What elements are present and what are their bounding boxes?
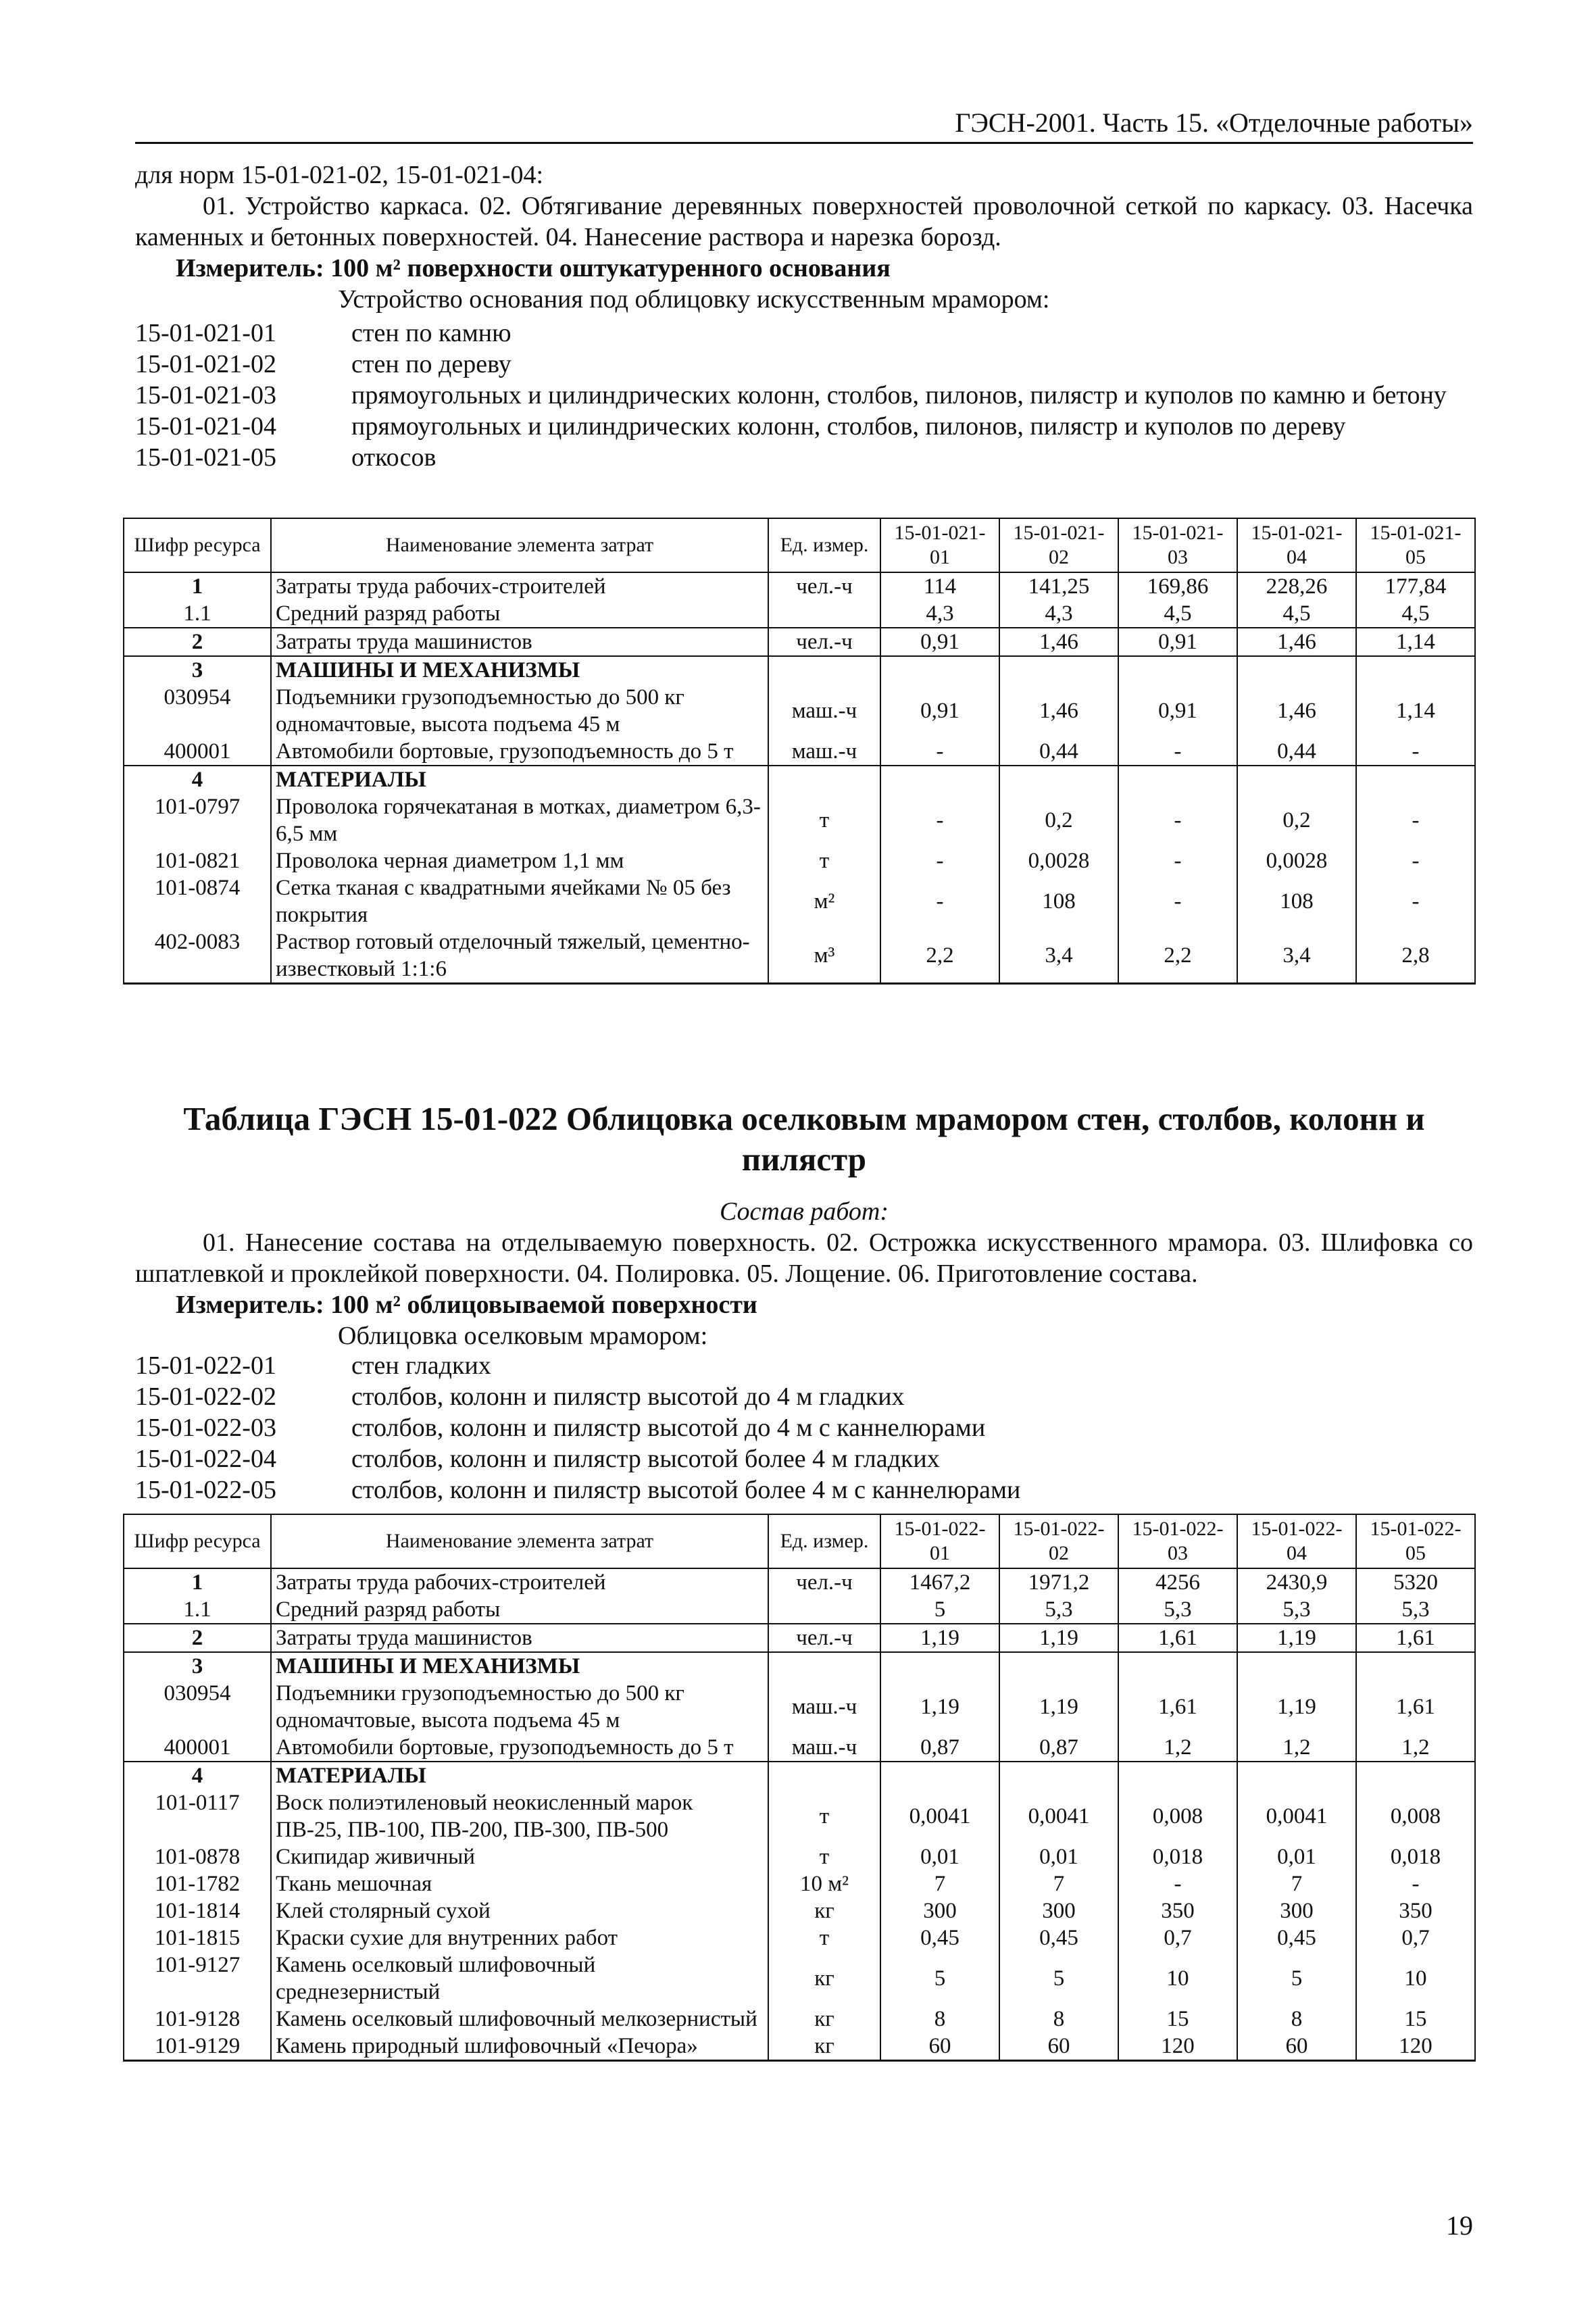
- value-cell: 120: [1356, 2033, 1475, 2061]
- value-cell: -: [1356, 874, 1475, 928]
- value-cell: [1356, 1652, 1475, 1680]
- table-row: [124, 1951, 1475, 2006]
- value-cell: 4,3: [880, 600, 999, 628]
- value-cell: 300: [1237, 1897, 1356, 1924]
- value-cell: 8: [880, 2006, 999, 2033]
- table-row: [124, 1843, 1475, 1870]
- resource-code: 101-0821: [124, 847, 271, 874]
- header-norm-column: 15-01-022-04: [1237, 1514, 1356, 1568]
- value-cell: 1,46: [1237, 684, 1356, 738]
- unit-cell: кг: [768, 1951, 880, 2006]
- header-norm-column: 15-01-021-02: [999, 518, 1118, 572]
- value-cell: 4,5: [1118, 600, 1237, 628]
- value-cell: 5,3: [1118, 1596, 1237, 1624]
- resource-code: 101-9129: [124, 2033, 271, 2061]
- value-cell: 0,008: [1356, 1789, 1475, 1843]
- norm-code: 15-01-021-03: [135, 381, 276, 409]
- value-cell: 3,4: [999, 928, 1118, 984]
- value-cell: -: [1118, 847, 1237, 874]
- value-cell: [999, 766, 1118, 793]
- resource-code: 101-9128: [124, 2006, 271, 2033]
- cost-element-name: Средний разряд работы: [271, 600, 768, 628]
- value-cell: 350: [1118, 1897, 1237, 1924]
- value-cell: 177,84: [1356, 572, 1475, 600]
- unit-cell: кг: [768, 2006, 880, 2033]
- table-row: [124, 1680, 1475, 1734]
- value-cell: [880, 766, 999, 793]
- value-cell: [1356, 766, 1475, 793]
- cost-element-name: Затраты труда машинистов: [271, 628, 768, 656]
- value-cell: 1,14: [1356, 684, 1475, 738]
- header-norm-column: 15-01-021-03: [1118, 518, 1237, 572]
- table-row: [124, 1762, 1475, 1789]
- value-cell: 5,3: [1237, 1596, 1356, 1624]
- table-row: [124, 1870, 1475, 1897]
- value-cell: 5: [880, 1596, 999, 1624]
- unit-cell: маш.-ч: [768, 684, 880, 738]
- unit-cell: [768, 1596, 880, 1624]
- table-row: [124, 928, 1475, 984]
- value-cell: 3,4: [1237, 928, 1356, 984]
- value-cell: 0,01: [1237, 1843, 1356, 1870]
- resource-table-1: [123, 518, 1476, 985]
- table-row: [124, 1789, 1475, 1843]
- value-cell: 0,0041: [1237, 1789, 1356, 1843]
- cost-element-name: Сетка тканая с квадратными ячейками № 05 без покрытия: [271, 874, 768, 928]
- value-cell: 1,61: [1118, 1624, 1237, 1652]
- value-cell: [1118, 766, 1237, 793]
- table-row: [124, 1624, 1475, 1652]
- value-cell: 108: [999, 874, 1118, 928]
- value-cell: 1,61: [1118, 1680, 1237, 1734]
- intro-norms-line: для норм 15-01-021-02, 15-01-021-04:: [135, 161, 544, 189]
- header-cost-element: Наименование элемента затрат: [271, 1514, 768, 1568]
- value-cell: 228,26: [1237, 572, 1356, 600]
- value-cell: 300: [880, 1897, 999, 1924]
- unit-cell: т: [768, 1843, 880, 1870]
- value-cell: [1118, 1762, 1237, 1789]
- cost-element-name: Средний разряд работы: [271, 1596, 768, 1624]
- norm-code-row: [135, 380, 1473, 411]
- norm-description: прямоугольных и цилиндрических колонн, столбов, пилонов, пилястр и куполов по дереву: [351, 412, 1346, 441]
- header-norm-column: 15-01-022-05: [1356, 1514, 1475, 1568]
- cost-element-name: Воск полиэтиленовый неокисленный марок ПВ-25, ПВ-100, ПВ-200, ПВ-300, ПВ-500: [271, 1789, 768, 1843]
- resource-code: 3: [124, 1652, 271, 1680]
- header-norm-column: 15-01-021-05: [1356, 518, 1475, 572]
- running-header: ГЭСН-2001. Часть 15. «Отделочные работы»: [135, 107, 1473, 144]
- value-cell: 1,19: [1237, 1680, 1356, 1734]
- value-cell: 0,01: [999, 1843, 1118, 1870]
- value-cell: 0,0028: [999, 847, 1118, 874]
- value-cell: 7: [880, 1870, 999, 1897]
- header-norm-column: 15-01-022-01: [880, 1514, 999, 1568]
- cost-element-name: Затраты труда машинистов: [271, 1624, 768, 1652]
- header-resource-code: Шифр ресурса: [124, 518, 271, 572]
- unit-cell: маш.-ч: [768, 1680, 880, 1734]
- cost-element-name: Камень оселковый шлифовочный мелкозернистый: [271, 2006, 768, 2033]
- value-cell: [880, 1762, 999, 1789]
- norm-description: стен по камню: [351, 319, 512, 347]
- norm-description: стен гладких: [351, 1351, 491, 1380]
- value-cell: 0,018: [1356, 1843, 1475, 1870]
- table-row: [124, 766, 1475, 793]
- resource-code: 030954: [124, 684, 271, 738]
- value-cell: 0,87: [999, 1734, 1118, 1762]
- value-cell: -: [880, 847, 999, 874]
- value-cell: 1,19: [880, 1624, 999, 1652]
- value-cell: 5,3: [1356, 1596, 1475, 1624]
- table-row: [124, 684, 1475, 738]
- table-row: [124, 847, 1475, 874]
- value-cell: 0,0028: [1237, 847, 1356, 874]
- value-cell: 4,3: [999, 600, 1118, 628]
- value-cell: 5: [1237, 1951, 1356, 2006]
- intro-operations: 01. Устройство каркаса. 02. Обтягивание деревянных поверхностей проволочной сеткой по каркасу. 03. Насечка каменных и бетонных поверхностей. 04. Нанесение раствора и нарезка борозд.: [135, 192, 1473, 251]
- value-cell: -: [1356, 1870, 1475, 1897]
- value-cell: 0,008: [1118, 1789, 1237, 1843]
- cost-element-name: Клей столярный сухой: [271, 1897, 768, 1924]
- value-cell: [1356, 656, 1475, 684]
- value-cell: -: [880, 738, 999, 766]
- table-row: [124, 1924, 1475, 1951]
- unit-cell: чел.-ч: [768, 628, 880, 656]
- value-cell: 0,2: [1237, 793, 1356, 847]
- value-cell: 1,2: [1237, 1734, 1356, 1762]
- norm-code: 15-01-022-01: [135, 1351, 276, 1380]
- value-cell: 1,2: [1356, 1734, 1475, 1762]
- value-cell: 7: [1237, 1870, 1356, 1897]
- value-cell: 169,86: [1118, 572, 1237, 600]
- value-cell: -: [880, 874, 999, 928]
- resource-code: 101-0797: [124, 793, 271, 847]
- table-row: [124, 793, 1475, 847]
- value-cell: 0,2: [999, 793, 1118, 847]
- value-cell: 1,2: [1118, 1734, 1237, 1762]
- value-cell: 10: [1356, 1951, 1475, 2006]
- norm-code: 15-01-021-02: [135, 350, 276, 378]
- resource-code: 1: [124, 572, 271, 600]
- cost-element-name: Подъемники грузоподъемностью до 500 кг одномачтовые, высота подъема 45 м: [271, 684, 768, 738]
- norm-code-row: [135, 1381, 1473, 1412]
- cost-element-name: Краски сухие для внутренних работ: [271, 1924, 768, 1951]
- group-2-title: Облицовка оселковым мрамором:: [338, 1322, 708, 1350]
- header-norm-column: 15-01-022-03: [1118, 1514, 1237, 1568]
- value-cell: -: [1356, 847, 1475, 874]
- norm-code-row: [135, 1350, 1473, 1381]
- norm-description: стен по дереву: [351, 350, 512, 378]
- table-row: [124, 874, 1475, 928]
- unit-cell: [768, 600, 880, 628]
- resource-code: 4: [124, 1762, 271, 1789]
- value-cell: 2,8: [1356, 928, 1475, 984]
- value-cell: 0,44: [999, 738, 1118, 766]
- value-cell: 1,19: [999, 1624, 1118, 1652]
- table-row: [124, 738, 1475, 766]
- value-cell: [1356, 1762, 1475, 1789]
- value-cell: 60: [880, 2033, 999, 2061]
- value-cell: [999, 1762, 1118, 1789]
- value-cell: [880, 656, 999, 684]
- value-cell: 2,2: [880, 928, 999, 984]
- table-row: [124, 1568, 1475, 1596]
- composition-label: Состав работ:: [719, 1197, 889, 1226]
- resource-code: 402-0083: [124, 928, 271, 984]
- meter-2: Измеритель: 100 м² облицовываемой поверхности: [176, 1291, 757, 1319]
- value-cell: 2430,9: [1237, 1568, 1356, 1596]
- cost-element-name: Проволока горячекатаная в мотках, диаметром 6,3-6,5 мм: [271, 793, 768, 847]
- value-cell: 8: [1237, 2006, 1356, 2033]
- resource-code: 101-1782: [124, 1870, 271, 1897]
- unit-cell: чел.-ч: [768, 1568, 880, 1596]
- resource-code: 101-0878: [124, 1843, 271, 1870]
- value-cell: [1118, 656, 1237, 684]
- resource-code: 030954: [124, 1680, 271, 1734]
- resource-code: 101-1814: [124, 1897, 271, 1924]
- value-cell: [1237, 766, 1356, 793]
- resource-code: 101-9127: [124, 1951, 271, 2006]
- unit-cell: 10 м²: [768, 1870, 880, 1897]
- norm-code: 15-01-022-02: [135, 1383, 276, 1411]
- value-cell: [999, 656, 1118, 684]
- value-cell: 0,45: [880, 1924, 999, 1951]
- resource-code: 2: [124, 628, 271, 656]
- value-cell: 0,91: [880, 628, 999, 656]
- value-cell: 15: [1356, 2006, 1475, 2033]
- resource-code: 101-0874: [124, 874, 271, 928]
- cost-element-name: Раствор готовый отделочный тяжелый, цементно-известковый 1:1:6: [271, 928, 768, 984]
- value-cell: 141,25: [999, 572, 1118, 600]
- value-cell: 0,0041: [880, 1789, 999, 1843]
- unit-cell: т: [768, 793, 880, 847]
- cost-element-name: Камень оселковый шлифовочный среднезернистый: [271, 1951, 768, 2006]
- page-number: 19: [1446, 2210, 1473, 2241]
- value-cell: 0,018: [1118, 1843, 1237, 1870]
- norm-description: столбов, колонн и пилястр высотой более 4 м гладких: [351, 1445, 940, 1473]
- value-cell: 0,45: [1237, 1924, 1356, 1951]
- unit-cell: [768, 1762, 880, 1789]
- meter-1: Измеритель: 100 м² поверхности оштукатуренного основания: [176, 254, 891, 282]
- cost-element-name: Подъемники грузоподъемностью до 500 кг одномачтовые, высота подъема 45 м: [271, 1680, 768, 1734]
- norm-description: столбов, колонн и пилястр высотой более 4 м с каннелюрами: [351, 1476, 1021, 1504]
- value-cell: -: [1118, 738, 1237, 766]
- unit-cell: кг: [768, 1897, 880, 1924]
- resource-code: 4: [124, 766, 271, 793]
- value-cell: [1237, 1652, 1356, 1680]
- resource-code: 400001: [124, 738, 271, 766]
- unit-cell: т: [768, 847, 880, 874]
- norm-code-row: [135, 411, 1473, 442]
- unit-cell: т: [768, 1924, 880, 1951]
- header-unit: Ед. измер.: [768, 518, 880, 572]
- norm-code-row: [135, 442, 1473, 473]
- value-cell: 10: [1118, 1951, 1237, 2006]
- value-cell: 0,91: [1118, 628, 1237, 656]
- resource-code: 400001: [124, 1734, 271, 1762]
- value-cell: 5320: [1356, 1568, 1475, 1596]
- resource-code: 101-1815: [124, 1924, 271, 1951]
- norm-code-row: [135, 1443, 1473, 1474]
- cost-element-name: МАШИНЫ И МЕХАНИЗМЫ: [271, 656, 768, 684]
- norm-description: прямоугольных и цилиндрических колонн, столбов, пилонов, пилястр и куполов по камню и бетону: [351, 381, 1447, 409]
- value-cell: [1118, 1652, 1237, 1680]
- value-cell: 4,5: [1356, 600, 1475, 628]
- value-cell: 60: [999, 2033, 1118, 2061]
- norm-code-row: [135, 349, 1473, 380]
- header-norm-column: 15-01-021-04: [1237, 518, 1356, 572]
- table-row: [124, 572, 1475, 600]
- norm-codes-2: [135, 1350, 1473, 1505]
- value-cell: 0,45: [999, 1924, 1118, 1951]
- value-cell: 0,91: [880, 684, 999, 738]
- value-cell: 1,14: [1356, 628, 1475, 656]
- value-cell: -: [1118, 793, 1237, 847]
- norm-description: откосов: [351, 443, 437, 472]
- resource-code: 1: [124, 1568, 271, 1596]
- value-cell: 0,01: [880, 1843, 999, 1870]
- resource-code: 2: [124, 1624, 271, 1652]
- value-cell: [880, 1652, 999, 1680]
- cost-element-name: Автомобили бортовые, грузоподъемность до 5 т: [271, 738, 768, 766]
- value-cell: 120: [1118, 2033, 1237, 2061]
- value-cell: [999, 1652, 1118, 1680]
- unit-cell: [768, 766, 880, 793]
- intro-block: [135, 159, 1473, 315]
- value-cell: 4,5: [1237, 600, 1356, 628]
- value-cell: -: [1356, 793, 1475, 847]
- norm-code: 15-01-021-05: [135, 443, 276, 472]
- value-cell: 1,19: [1237, 1624, 1356, 1652]
- value-cell: 0,7: [1118, 1924, 1237, 1951]
- unit-cell: [768, 656, 880, 684]
- value-cell: 108: [1237, 874, 1356, 928]
- header-resource-code: Шифр ресурса: [124, 1514, 271, 1568]
- value-cell: 114: [880, 572, 999, 600]
- unit-cell: [768, 1652, 880, 1680]
- value-cell: 5: [880, 1951, 999, 2006]
- value-cell: 0,91: [1118, 684, 1237, 738]
- value-cell: -: [1118, 1870, 1237, 1897]
- table-row: [124, 1596, 1475, 1624]
- norm-code: 15-01-021-04: [135, 412, 276, 441]
- value-cell: 1,46: [999, 628, 1118, 656]
- value-cell: 300: [999, 1897, 1118, 1924]
- unit-cell: м³: [768, 928, 880, 984]
- composition-block: [135, 1196, 1473, 1351]
- table-2-title: Таблица ГЭСН 15-01-022 Облицовка оселковым мрамором стен, столбов, колонн и пилястр: [183, 1100, 1425, 1178]
- header-unit: Ед. измер.: [768, 1514, 880, 1568]
- cost-element-name: Камень природный шлифовочный «Печора»: [271, 2033, 768, 2061]
- value-cell: 350: [1356, 1897, 1475, 1924]
- header-cost-element: Наименование элемента затрат: [271, 518, 768, 572]
- value-cell: 0,44: [1237, 738, 1356, 766]
- group-1-title: Устройство основания под облицовку искусственным мрамором:: [338, 285, 1050, 314]
- value-cell: 5,3: [999, 1596, 1118, 1624]
- norm-description: столбов, колонн и пилястр высотой до 4 м гладких: [351, 1383, 905, 1411]
- value-cell: 1,19: [880, 1680, 999, 1734]
- value-cell: -: [880, 793, 999, 847]
- table-row: [124, 628, 1475, 656]
- value-cell: 1467,2: [880, 1568, 999, 1596]
- norm-code: 15-01-022-03: [135, 1414, 276, 1442]
- value-cell: 2,2: [1118, 928, 1237, 984]
- value-cell: [1237, 1762, 1356, 1789]
- table-row: [124, 2006, 1475, 2033]
- resource-code: 101-0117: [124, 1789, 271, 1843]
- norm-code-row: [135, 1474, 1473, 1505]
- resource-code: 3: [124, 656, 271, 684]
- unit-cell: чел.-ч: [768, 572, 880, 600]
- cost-element-name: Затраты труда рабочих-строителей: [271, 1568, 768, 1596]
- value-cell: 1,46: [999, 684, 1118, 738]
- cost-element-name: Проволока черная диаметром 1,1 мм: [271, 847, 768, 874]
- value-cell: 5: [999, 1951, 1118, 2006]
- cost-element-name: Скипидар живичный: [271, 1843, 768, 1870]
- cost-element-name: Затраты труда рабочих-строителей: [271, 572, 768, 600]
- norm-description: столбов, колонн и пилястр высотой до 4 м с каннелюрами: [351, 1414, 986, 1442]
- norm-code-row: [135, 318, 1473, 349]
- unit-cell: маш.-ч: [768, 1734, 880, 1762]
- norm-code: 15-01-022-04: [135, 1445, 276, 1473]
- value-cell: [1237, 656, 1356, 684]
- value-cell: 1,19: [999, 1680, 1118, 1734]
- resource-code: 1.1: [124, 1596, 271, 1624]
- unit-cell: чел.-ч: [768, 1624, 880, 1652]
- cost-element-name: Автомобили бортовые, грузоподъемность до 5 т: [271, 1734, 768, 1762]
- table-row: [124, 600, 1475, 628]
- cost-element-name: МАТЕРИАЛЫ: [271, 1762, 768, 1789]
- value-cell: 1971,2: [999, 1568, 1118, 1596]
- value-cell: 1,61: [1356, 1624, 1475, 1652]
- value-cell: 4256: [1118, 1568, 1237, 1596]
- norm-code-row: [135, 1412, 1473, 1443]
- table-row: [124, 656, 1475, 684]
- header-norm-column: 15-01-022-02: [999, 1514, 1118, 1568]
- value-cell: 0,7: [1356, 1924, 1475, 1951]
- resource-code: 1.1: [124, 600, 271, 628]
- value-cell: 7: [999, 1870, 1118, 1897]
- table-row: [124, 1734, 1475, 1762]
- unit-cell: маш.-ч: [768, 738, 880, 766]
- norm-code: 15-01-022-05: [135, 1476, 276, 1504]
- table-row: [124, 2033, 1475, 2061]
- unit-cell: м²: [768, 874, 880, 928]
- resource-table-2: [123, 1514, 1476, 2062]
- composition-text: 01. Нанесение состава на отделываемую поверхность. 02. Острожка искусственного мрамора. 03. Шлифовка со шпатлевкой и проклейкой поверхности. 04. Полировка. 05. Лощение. 06. Приготовление состава.: [135, 1228, 1473, 1288]
- value-cell: -: [1356, 738, 1475, 766]
- value-cell: 60: [1237, 2033, 1356, 2061]
- value-cell: -: [1118, 874, 1237, 928]
- cost-element-name: Ткань мешочная: [271, 1870, 768, 1897]
- norm-codes-1: [135, 318, 1473, 473]
- value-cell: 1,61: [1356, 1680, 1475, 1734]
- value-cell: 15: [1118, 2006, 1237, 2033]
- value-cell: 8: [999, 2006, 1118, 2033]
- value-cell: 0,87: [880, 1734, 999, 1762]
- table-row: [124, 1652, 1475, 1680]
- cost-element-name: МАТЕРИАЛЫ: [271, 766, 768, 793]
- norm-code: 15-01-021-01: [135, 319, 276, 347]
- unit-cell: кг: [768, 2033, 880, 2061]
- value-cell: 1,46: [1237, 628, 1356, 656]
- header-norm-column: 15-01-021-01: [880, 518, 999, 572]
- unit-cell: т: [768, 1789, 880, 1843]
- table-row: [124, 1897, 1475, 1924]
- value-cell: 0,0041: [999, 1789, 1118, 1843]
- cost-element-name: МАШИНЫ И МЕХАНИЗМЫ: [271, 1652, 768, 1680]
